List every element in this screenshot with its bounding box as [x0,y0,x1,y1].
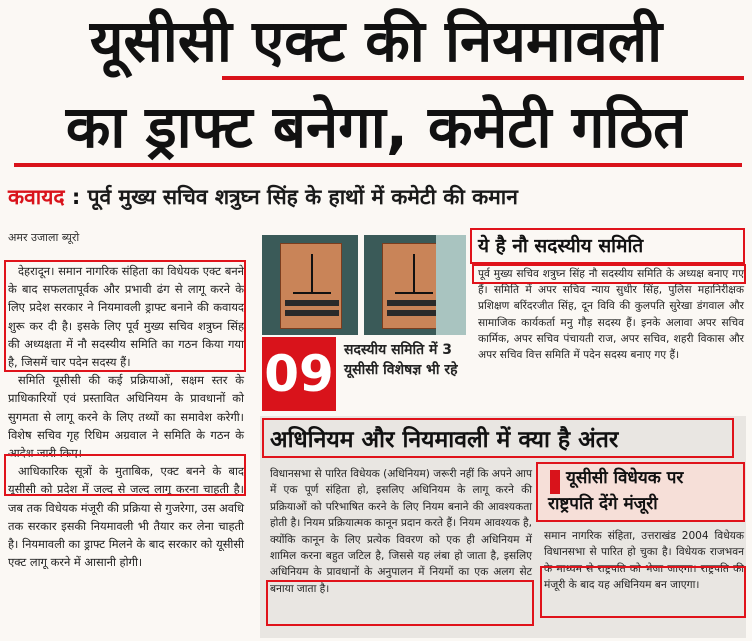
kicker [8,182,518,212]
difference-box-body: विधानसभा से पारित विधेयक (अधिनियम) जरूरी नहीं कि अपने आप में एक पूर्ण संहिता हो, इसलिए अधिनियम के लागू करने की प्रक्रियाओं को परिभाषित करने के लिए नियम बनाने की आवश्यकता होती है। नियम प्रक्रियात्मक कानून प्रदान करते हैं। नियम आवश्यक है, क्योंकि कानून के लिए प्रत्येक विवरण को एक ही अधिनियम में शामिल करना बहुत जटिल है, जिससे यह लंबा हो जाता है, इसलिए अधिनियम के प्रावधानों के अनुपालन में नियमों का एक अलग सेट बनाया जाता है। [270,468,532,595]
member-count-caption: सदस्यीय समिति में 3 यूसीसी विशेषज्ञ भी रहे [344,342,458,378]
members-lead-highlight [472,264,746,284]
president-title-line-1: यूसीसी विधेयक पर [566,468,684,488]
highlight-box-para1 [4,260,246,372]
difference-end-highlight [266,580,534,626]
scales-of-justice-icon [293,254,331,294]
difference-title-highlight [262,418,734,458]
headline-underline-2 [14,163,742,167]
president-title-line-2: राष्ट्रपति देंगे मंजूरी [548,494,658,514]
kicker-separator: : [71,185,81,209]
book-icon [280,243,342,329]
scales-of-justice-icon [395,254,433,294]
president-box-body: समान नागरिक संहिता, उत्तराखंड 2004 विधेयक विधानसभा से पारित हो चुका है। विधेयक राजभवन के माध्यम से राष्ट्रपति को भेजा जाएगा। राष्ट्रपति की मंजूरी के बाद यह अधिनियम बन जाएगा। [544,530,744,592]
photo-ucc-book-1 [262,235,358,335]
members-box-title: ये है नौ सदस्यीय समिति [478,235,644,257]
headline-underline-1 [222,76,744,80]
members-title-highlight [470,228,745,264]
photo-ucc-book-2 [364,235,466,335]
book-icon [382,243,444,329]
headline-line-2: का ड्राफ्ट बनेगा, कमेटी गठित [65,93,687,161]
headline-line-1: यूसीसी एक्ट की नियमावली [89,7,663,75]
member-count-badge: 09 [262,337,336,411]
kicker-label: कवायद [8,185,65,209]
president-title-highlight [536,462,745,522]
paragraph-2: समिति यूसीसी की कई प्रक्रियाओं, सक्षम स्तर के प्राधिकारियों एवं प्रस्तावित अधिनियम के प्रावधानों को सुगमता से लागू करने के लिए तथ्यों का समावेश करेगी। विशेष सचिव गृह रिधिम अग्रवाल ने समिति के गठन के आदेश जारी किए। [8,373,244,461]
byline: अमर उजाला ब्यूरो [8,231,80,244]
kicker-text: पूर्व मुख्य सचिव शत्रुघ्न सिंह के हाथों में कमेटी की कमान [87,185,518,209]
paragraph-1: देहरादून। समान नागरिक संहिता का विधेयक एक्ट बनने के बाद सफलतापूर्वक और प्रभावी ढंग से लागू करने के लिए प्रदेश सरकार ने नियमावली ड्राफ्ट बनाने की कवायद शुरू कर दी है। इसके लिए पूर्व मुख्य सचिव शत्रुघ्न सिंह की अध्यक्षता में नौ सदस्यीय समिति का गठन किया गया है, जिसमें चार पदेन सदस्य हैं। [8,264,244,370]
highlight-box-para2 [4,454,246,496]
president-body-highlight [540,566,746,618]
paragraph-3: आधिकारिक सूत्रों के मुताबिक, एक्ट बनने के बाद यूसीसी को प्रदेश में जल्द से जल्द लागू करना चाहती है। जब तक विधेयक मंजूरी की प्रक्रिया से गुजरेगा, उस अवधि तक सरकार इसकी नियमावली भी तैयार कर लेना चाहती है। नियमावली का ड्राफ्ट मिलने के बाद सरकार को यूसीसी एक्ट लागू करने में आसानी होगी। [8,464,244,570]
members-box-body: पूर्व मुख्य सचिव शत्रुघ्न सिंह नौ सदस्यीय समिति के अध्यक्ष बनाए गए हैं। समिति में अपर सचिव न्याय सुधीर सिंह, पुलिस महानिरीक्षक प्रशिक्षण बरिंदरजीत सिंह, दून विवि की कुलपति सुरेखा डंगवाल और सामाजिक कार्यकर्ता मनु गौड़ सदस्य हैं। इनके अलावा अपर सचिव कार्मिक, अपर सचिव पंचायती राज, अपर सचिव, शहरी विकास और अपर सचिव वित्त समिति में पदेन सदस्य बनाए गए हैं। [478,268,744,362]
difference-box-title: अधिनियम और नियमावली में क्या है अंतर [270,427,619,453]
